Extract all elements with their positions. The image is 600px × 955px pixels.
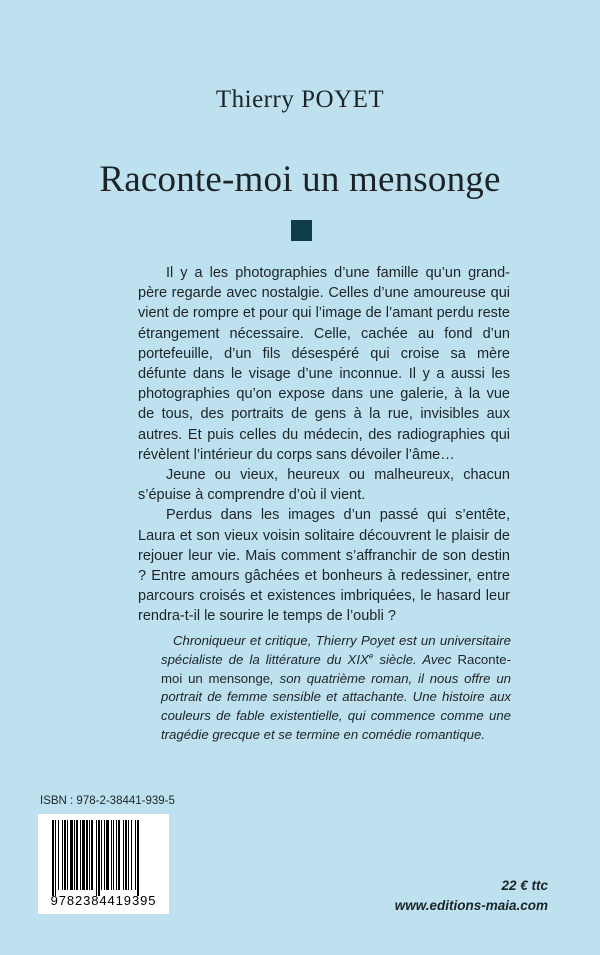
publisher-website: www.editions-maia.com bbox=[394, 898, 548, 913]
barcode-bar bbox=[89, 820, 90, 890]
barcode-bar bbox=[128, 820, 129, 890]
barcode-bar bbox=[67, 820, 68, 890]
barcode-bar bbox=[91, 820, 93, 890]
isbn-label: ISBN : 978-2-38441-939-5 bbox=[40, 795, 175, 807]
barcode-bar bbox=[70, 820, 73, 890]
bio-text: siècle. Avec bbox=[373, 651, 458, 667]
barcode-bar bbox=[80, 820, 81, 890]
barcode-bar bbox=[125, 820, 127, 890]
barcode-bar bbox=[96, 820, 97, 896]
barcode-bar bbox=[111, 820, 112, 890]
bio-text: Chroniqueur et critique, Thierry Poyet est un universitaire spécialiste de la littérature du XIX bbox=[161, 633, 511, 667]
blurb-paragraph: Jeune ou vieux, heureux ou malheureux, chacun s’épuise à comprendre d’où il vient. bbox=[138, 467, 510, 504]
barcode-bar bbox=[104, 820, 105, 890]
barcode-bar bbox=[64, 820, 66, 890]
barcode-bar bbox=[62, 820, 63, 890]
barcode-bar bbox=[137, 820, 139, 896]
barcode-bar bbox=[116, 820, 117, 890]
barcode-bar bbox=[98, 820, 100, 896]
blurb-paragraph: Perdus dans les images d’un passé qui s’entête, Laura et son vieux voisin solitaire découvrent le plaisir de rejouer leur vie. Mais comment s’affranchir de son destin ? Entre amours gâchées et bonheurs à redessiner, entre parcours croisés et existences imbriquées, le hasard leur rendra-t-il le sourire le temps de l’oubli ? bbox=[138, 507, 510, 625]
barcode-bar bbox=[52, 820, 54, 896]
barcode-bar bbox=[118, 820, 120, 890]
barcode-bar bbox=[131, 820, 132, 890]
decorative-square bbox=[291, 220, 312, 241]
barcode-bar bbox=[76, 820, 78, 890]
author-bio bbox=[161, 632, 511, 745]
bio-book-title: Raconte-moi un mensonge bbox=[161, 651, 511, 686]
barcode bbox=[38, 814, 169, 914]
barcode-bar bbox=[123, 820, 124, 890]
barcode-bar bbox=[135, 820, 136, 890]
blurb-paragraph: Il y a les photographies d’une famille qu’un grand-père regarde avec nostalgie. Celles d’une amoureuse qui vient de rompre et pour qui l’image de l’amant perdu reste étrangement nécessaire. Celle, cachée au fond d’un portefeuille, d’un fils désespéré qui croise sa mère défunte dans le visage d’une inconnue. Il y a aussi les photographies qu’on expose dans une galerie, à la vue de tous, des portraits de gens à la rue, invisibles aux autres. Et puis celles du médecin, des radiographies qui révèlent l’intérieur du corps sans dévoiler l’âme… bbox=[138, 265, 510, 463]
back-cover-blurb bbox=[138, 263, 510, 627]
barcode-bar bbox=[55, 820, 56, 896]
barcode-bar bbox=[113, 820, 114, 890]
barcode-bar bbox=[101, 820, 102, 890]
bio-text: , son quatrième roman, il nous offre un portrait de femme sensible et attachante. Une histoire aux couleurs de fable existentielle, qui commence comme une tragédie grecque et se termine en comédie romantique. bbox=[161, 670, 511, 742]
price-label: 22 € ttc bbox=[501, 878, 548, 893]
barcode-bar bbox=[74, 820, 75, 890]
barcode-bar bbox=[86, 820, 88, 890]
book-title: Raconte-moi un mensonge bbox=[99, 159, 501, 200]
century-superscript: e bbox=[368, 651, 374, 661]
barcode-digits: 9782384419395 bbox=[50, 893, 157, 908]
barcode-bar bbox=[82, 820, 85, 890]
barcode-bar bbox=[58, 820, 59, 890]
author-name: Thierry POYET bbox=[215, 86, 385, 113]
barcode-bar bbox=[106, 820, 109, 890]
